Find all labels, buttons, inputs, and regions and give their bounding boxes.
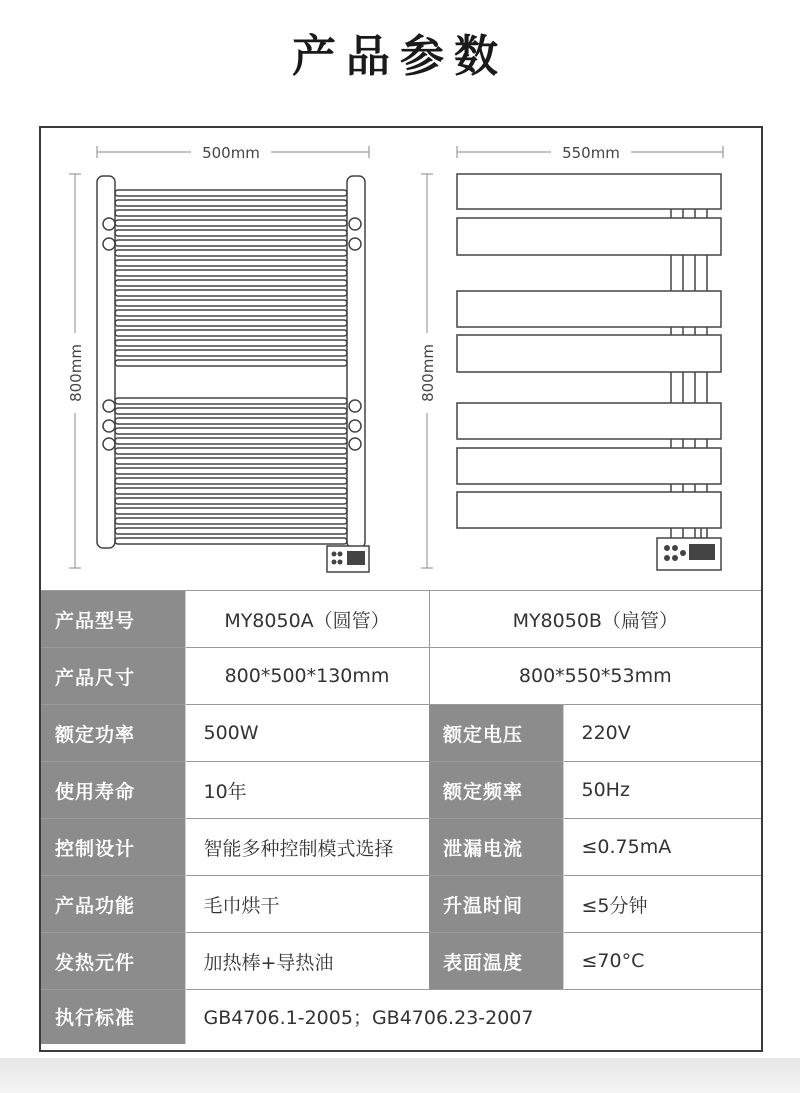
page-title: 产品参数 bbox=[292, 31, 508, 82]
left-height-label: 800mm bbox=[67, 344, 85, 402]
row-value: 加热棒+导热油 bbox=[185, 933, 429, 990]
row-value: 智能多种控制模式选择 bbox=[185, 819, 429, 876]
row-label: 产品功能 bbox=[41, 876, 185, 933]
row-value: ≤0.75mA bbox=[563, 819, 761, 876]
row-label: 升温时间 bbox=[429, 876, 563, 933]
row-value: ≤70°C bbox=[563, 933, 761, 990]
model-b-value: MY8050B（扁管） bbox=[429, 591, 761, 648]
row-label: 执行标准 bbox=[41, 990, 185, 1044]
radiator-rail bbox=[115, 538, 347, 544]
bottom-shade bbox=[0, 1058, 800, 1093]
table-row bbox=[41, 762, 761, 819]
flat-tube-radiator bbox=[457, 174, 721, 558]
row-value: 50Hz bbox=[563, 762, 761, 819]
radiator-rail bbox=[115, 448, 347, 454]
radiator-rail bbox=[115, 398, 347, 404]
radiator-rail bbox=[115, 340, 347, 346]
table-row bbox=[41, 705, 761, 762]
right-controller bbox=[657, 538, 721, 570]
radiator-rail bbox=[115, 438, 347, 444]
product-drawings bbox=[41, 128, 761, 590]
row-label: 额定频率 bbox=[429, 762, 563, 819]
radiator-rail bbox=[115, 350, 347, 356]
radiator-rail bbox=[115, 518, 347, 524]
size-b-value: 800*550*53mm bbox=[429, 648, 761, 705]
product-diagram bbox=[41, 128, 761, 590]
radiator-rail bbox=[115, 290, 347, 296]
radiator-rail bbox=[115, 250, 347, 256]
left-width-label: 500mm bbox=[202, 144, 260, 162]
radiator-rail bbox=[115, 488, 347, 494]
row-label: 泄漏电流 bbox=[429, 819, 563, 876]
spec-frame bbox=[39, 126, 763, 1052]
radiator-rail bbox=[115, 300, 347, 306]
radiator-rail bbox=[115, 478, 347, 484]
radiator-rail bbox=[115, 408, 347, 414]
row-value: 毛巾烘干 bbox=[185, 876, 429, 933]
row-value: 10年 bbox=[185, 762, 429, 819]
row-value: 500W bbox=[185, 705, 429, 762]
radiator-rail bbox=[115, 200, 347, 206]
radiator-rail bbox=[115, 528, 347, 534]
table-row bbox=[41, 876, 761, 933]
radiator-rail bbox=[115, 220, 347, 226]
row-label: 额定电压 bbox=[429, 705, 563, 762]
radiator-rail bbox=[115, 330, 347, 336]
row-label: 产品型号 bbox=[41, 591, 185, 648]
left-controller bbox=[327, 546, 369, 572]
row-value: 220V bbox=[563, 705, 761, 762]
radiator-rail bbox=[115, 210, 347, 216]
radiator-rail bbox=[115, 508, 347, 514]
standard-value: GB4706.1-2005；GB4706.23-2007 bbox=[185, 990, 761, 1044]
radiator-rail bbox=[115, 260, 347, 266]
row-label: 发热元件 bbox=[41, 933, 185, 990]
radiator-rail bbox=[115, 360, 347, 366]
row-label: 产品尺寸 bbox=[41, 648, 185, 705]
radiator-rail bbox=[115, 458, 347, 464]
radiator-rail bbox=[115, 190, 347, 196]
radiator-rail bbox=[115, 428, 347, 434]
radiator-rail bbox=[115, 280, 347, 286]
radiator-rail bbox=[115, 418, 347, 424]
radiator-rail bbox=[115, 468, 347, 474]
row-value: ≤5分钟 bbox=[563, 876, 761, 933]
spec-table bbox=[41, 590, 761, 1044]
table-row bbox=[41, 933, 761, 990]
size-a-value: 800*500*130mm bbox=[185, 648, 429, 705]
model-a-value: MY8050A（圆管） bbox=[185, 591, 429, 648]
table-row bbox=[41, 591, 761, 648]
row-label: 额定功率 bbox=[41, 705, 185, 762]
table-row bbox=[41, 648, 761, 705]
table-row bbox=[41, 819, 761, 876]
row-label: 控制设计 bbox=[41, 819, 185, 876]
table-row bbox=[41, 990, 761, 1044]
radiator-rail bbox=[115, 240, 347, 246]
right-height-label: 800mm bbox=[419, 344, 437, 402]
radiator-rail bbox=[115, 310, 347, 316]
radiator-rail bbox=[115, 270, 347, 276]
radiator-rail bbox=[115, 498, 347, 504]
radiator-rail bbox=[115, 230, 347, 236]
radiator-rail bbox=[115, 320, 347, 326]
row-label: 使用寿命 bbox=[41, 762, 185, 819]
right-width-label: 550mm bbox=[562, 144, 620, 162]
row-label: 表面温度 bbox=[429, 933, 563, 990]
round-tube-radiator bbox=[97, 176, 365, 548]
